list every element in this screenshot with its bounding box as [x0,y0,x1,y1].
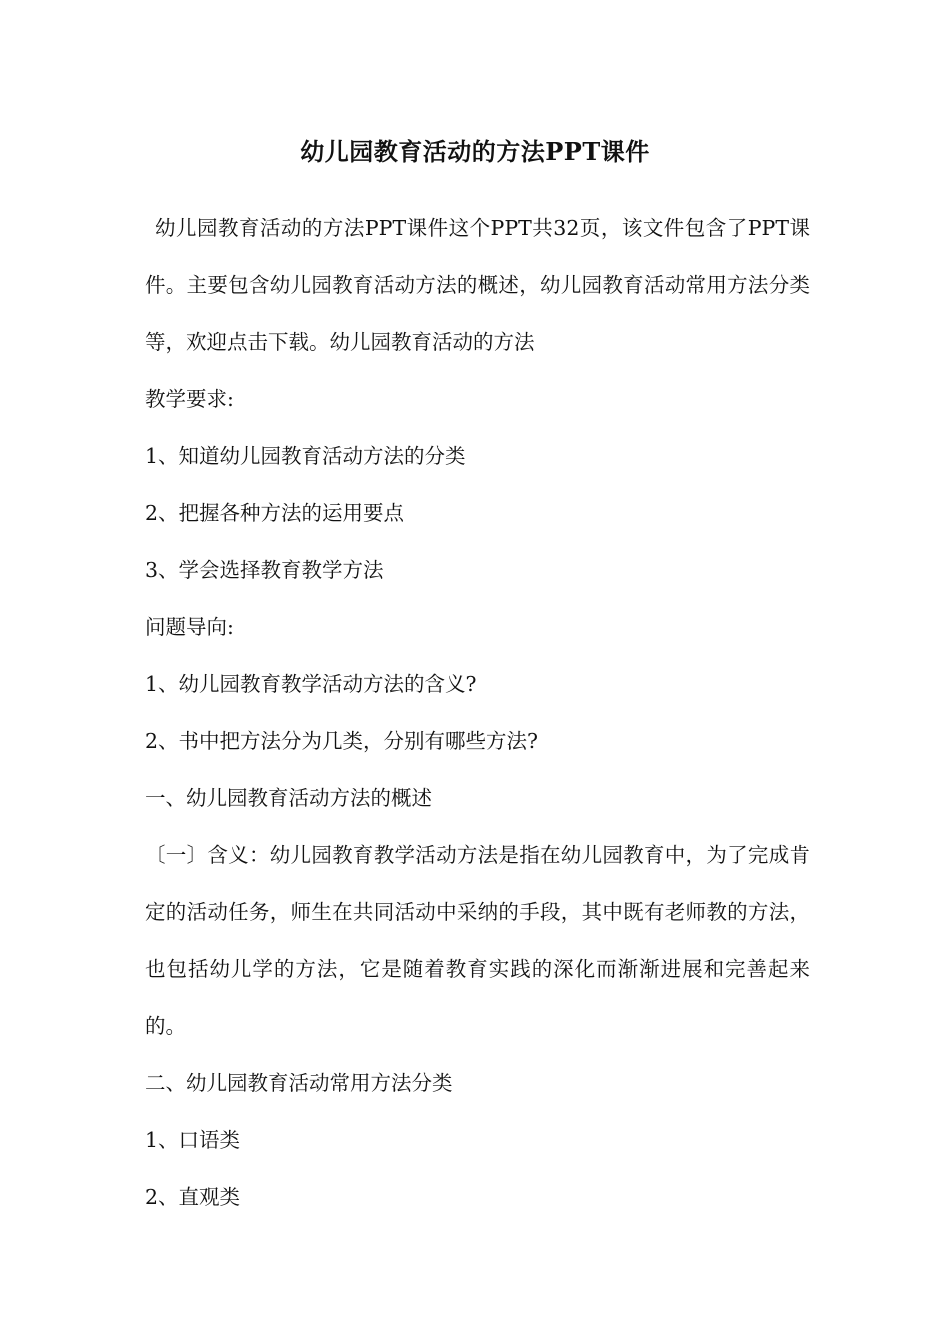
intro-paragraph: 幼儿园教育活动的方法PPT课件这个PPT共32页，该文件包含了PPT课件。主要包含幼儿园教育活动方法的概述，幼儿园教育活动常用方法分类等，欢迎点击下载。幼儿园教育活动的方法 [145,216,810,354]
question-item-2: 2、书中把方法分为几类，分别有哪些方法? [145,729,539,753]
teaching-requirements-heading: 教学要求: [145,387,234,411]
requirement-item-1: 1、知道幼儿园教育活动方法的分类 [145,444,466,468]
method-category-1: 1、口语类 [145,1128,241,1152]
definition-paragraph: 〔一〕含义：幼儿园教育教学活动方法是指在幼儿园教育中，为了完成肯定的活动任务，师生在共同活动中采纳的手段，其中既有老师教的方法，也包括幼儿学的方法，它是随着教育实践的深化而渐渐进展和完善起来的。 [145,843,810,1038]
section-one-heading: 一、幼儿园教育活动方法的概述 [145,786,432,810]
question-item-1: 1、幼儿园教育教学活动方法的含义? [145,672,477,696]
document-title: 幼儿园教育活动的方法PPT课件 [300,137,650,166]
document-body [145,200,810,1226]
requirement-item-2: 2、把握各种方法的运用要点 [145,501,405,525]
requirement-item-3: 3、学会选择教育教学方法 [145,558,384,582]
section-two-heading: 二、幼儿园教育活动常用方法分类 [145,1071,453,1095]
method-category-2: 2、直观类 [145,1185,241,1209]
question-guide-heading: 问题导向: [145,615,234,639]
